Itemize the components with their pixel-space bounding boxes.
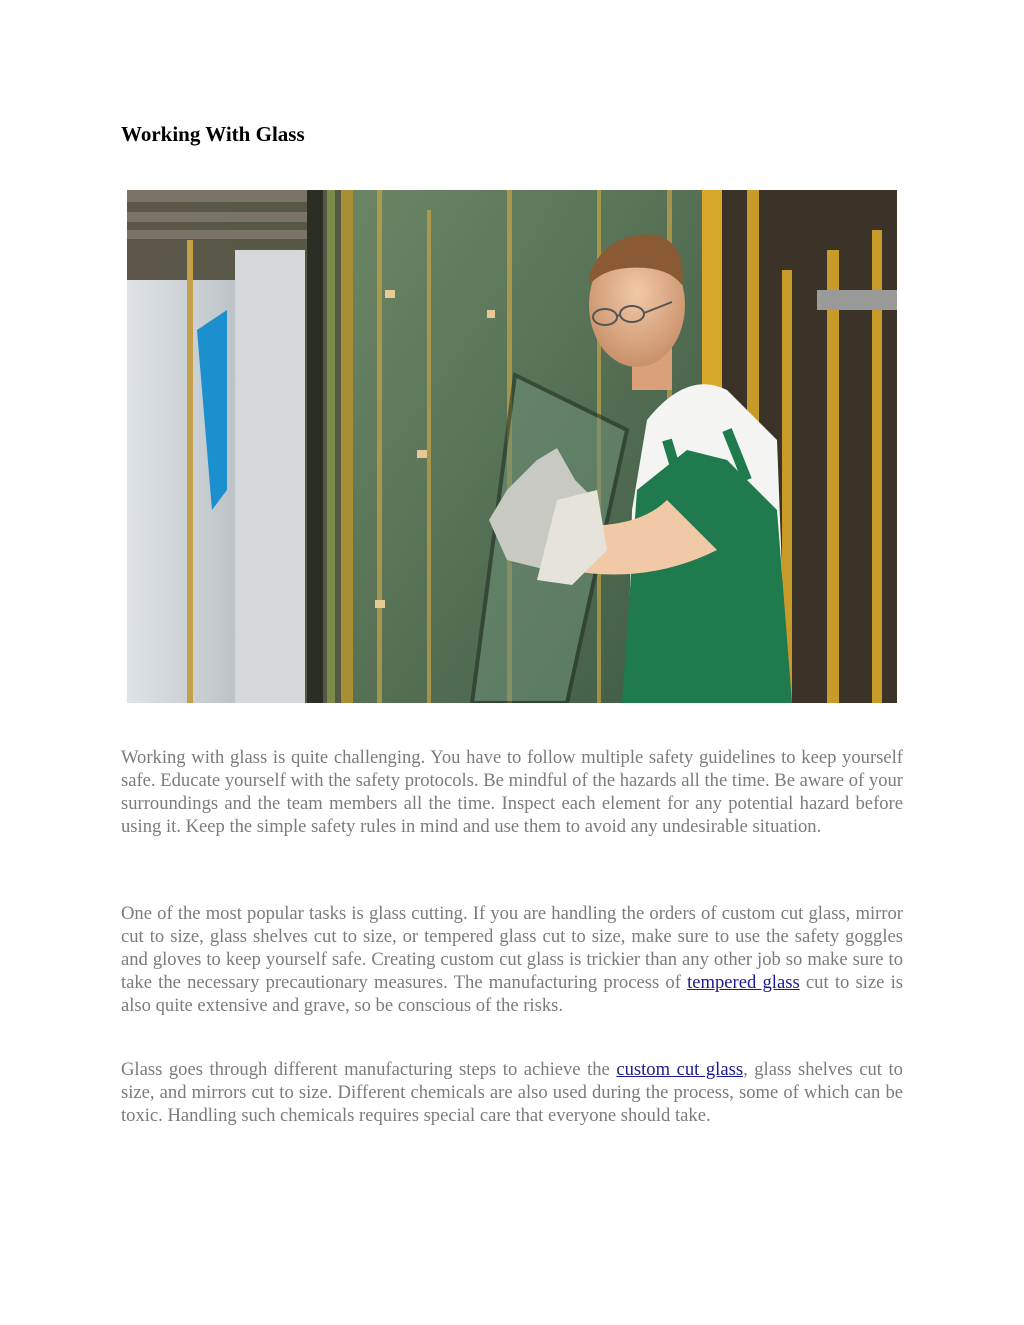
- page-title: Working With Glass: [121, 122, 305, 146]
- manufacturing-text-start: Glass goes through different manufacturing steps to achieve the: [121, 1059, 617, 1080]
- manufacturing-paragraph: [121, 1058, 903, 1127]
- custom-cut-glass-link[interactable]: custom cut glass: [616, 1059, 744, 1080]
- glass-cutting-text-end: cut to size is also quite extensive and grave, so be conscious of the risks.: [121, 972, 904, 1016]
- worker-handling-glass-photo: [127, 190, 897, 703]
- glass-cutting-text-start: One of the most popular tasks is glass cutting. If you are handling the orders of custom cut glass, mirror cut to size, glass shelves cut to size, or tempered glass cut to size, make sure to use the safety goggles and gloves to keep yourself safe. Creating custom cut glass is trickier than any other job so make sure to take the necessary precautionary measures. The manufacturing process of: [121, 903, 903, 993]
- intro-paragraph: [121, 746, 903, 838]
- manufacturing-text-end: , glass shelves cut to size, and mirrors cut to size. Different chemicals are also used during the process, some of which can be toxic. Handling such chemicals requires special care that everyone should take.: [121, 1059, 903, 1126]
- glass-cutting-paragraph: [121, 902, 903, 1017]
- hero-image: [127, 190, 897, 703]
- tempered-glass-link[interactable]: tempered glass: [687, 972, 800, 993]
- intro-text: Working with glass is quite challenging. You have to follow multiple safety guidelines to keep yourself safe. Educate yourself with the safety protocols. Be mindful of the hazards all the time. Be aware of your surroundings and the team members all the time. Inspect each element for any potential hazard before using it. Keep the simple safety rules in mind and use them to avoid any undesirable situation.: [121, 747, 903, 837]
